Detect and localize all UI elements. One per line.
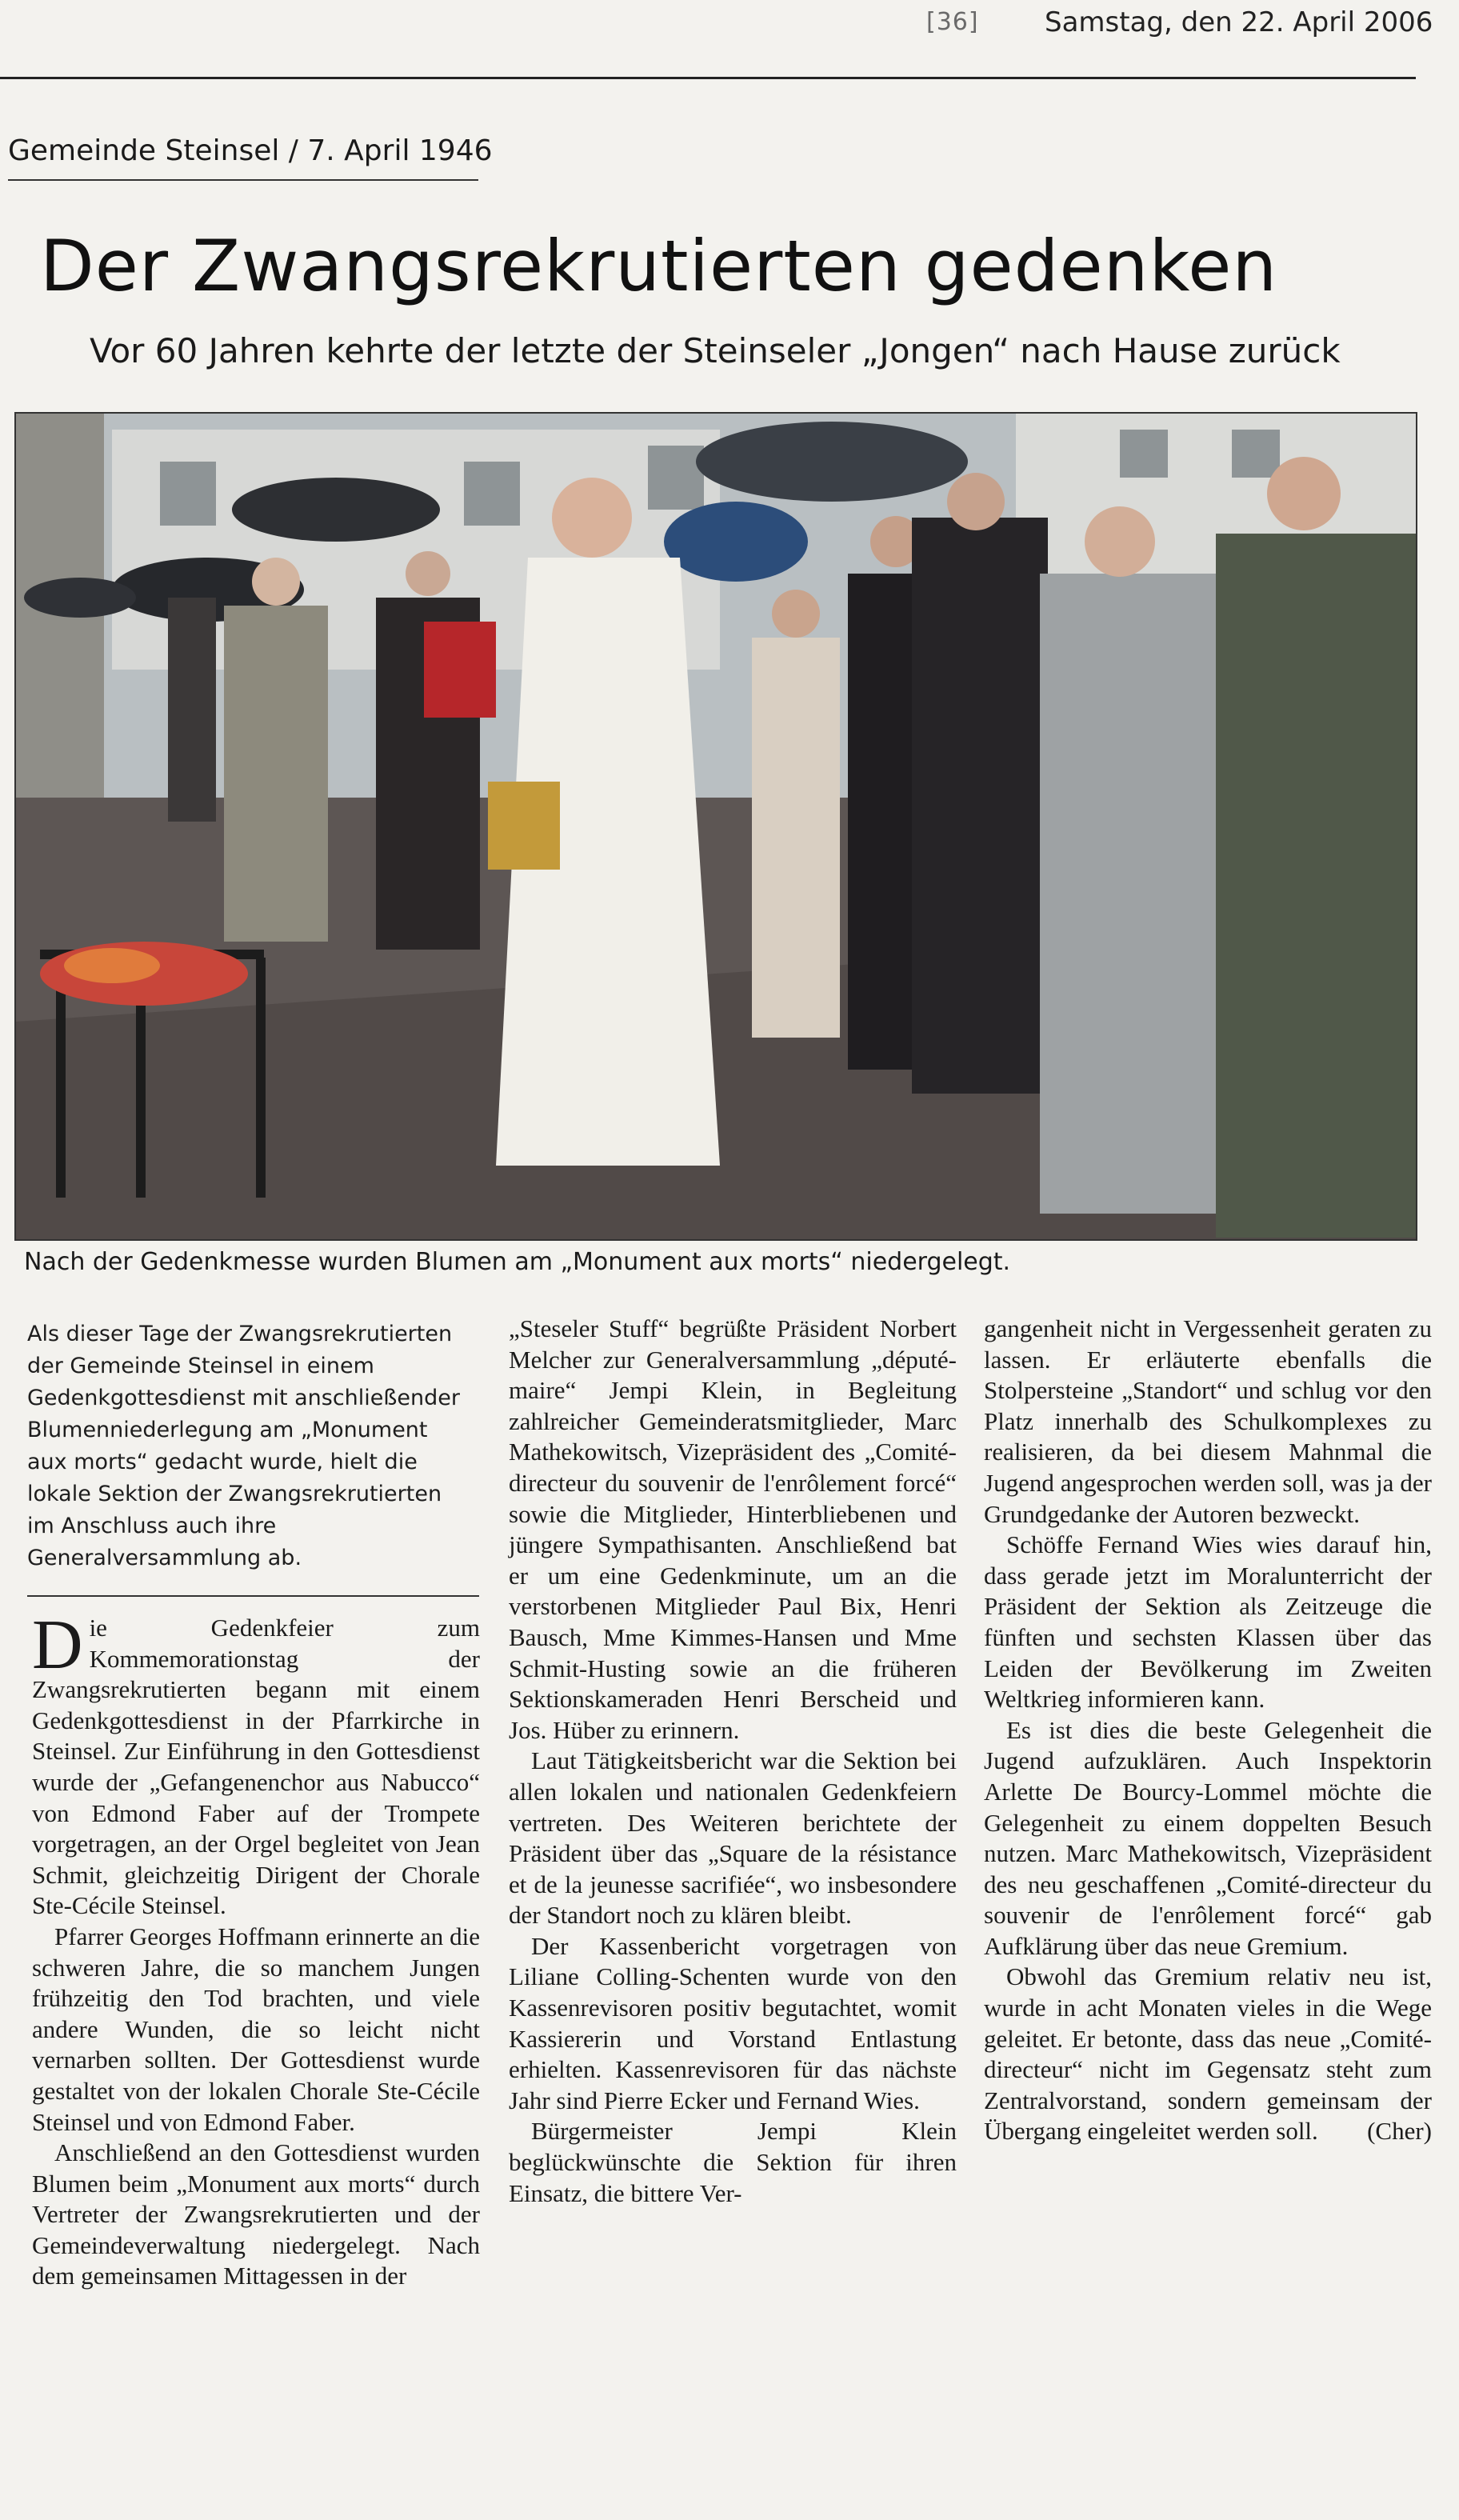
article-kicker: Gemeinde Steinsel / 7. April 1946 <box>8 134 493 167</box>
author-signature: (Cher) <box>1367 2117 1432 2146</box>
header-rule <box>0 77 1416 79</box>
kicker-rule <box>8 179 478 181</box>
body-paragraph: Die Gedenkfeier zum Kommemorationstag der Zwangsrekrutierten begann mit einem Gedenkgottesdienst in der Pfarrkirche in Steinsel. Zur Einführung in den Gottesdienst wurde der „Gefangenenchor aus Nabucco“ von Edmond Faber auf der Trompete vorgetragen, an der Orgel begleitet von Jean Schmit, gleichzeitig Dirigent der Chorale Ste-Cécile Steinsel. <box>32 1606 480 1920</box>
body-paragraph: Laut Tätigkeitsbericht war die Sektion bei allen lokalen und nationalen Gedenkfeiern vertreten. Des Weiteren berichtete der Präsident über das „Square de la résistance et de la jeunesse sacrifiée“, wo insbesondere der Standort noch zu klären bleibt. <box>509 1746 957 1930</box>
article-subhead: Vor 60 Jahren kehrte der letzte der Steinseler „Jongen“ nach Hause zurück <box>90 331 1341 370</box>
body-paragraph: „Steseler Stuff“ begrüßte Präsident Norbert Melcher zur Generalversammlung „député-maire“ Jempi Klein, in Begleitung zahlreicher Gemeinderatsmitglieder, Marc Mathekowitsch, Vizepräsident des „Comité-directeur du souvenir de l'enrôlement forcé“ sowie die Mitglieder, Hinterbliebenen und jüngere Sympathisanten. Anschließend bat er um eine Gedenkminute, um an die verstorbenen Mitglieder Paul Bix, Henri Bausch, Mme Kimmes-Hansen und Mme Schmit-Husting sowie an die früheren Sektionskameraden Henri Berscheid und Jos. Hüber zu erinnern. <box>509 1314 957 1744</box>
body-column-3 <box>984 1314 1432 2147</box>
article-lead: Als dieser Tage der Zwangsrekrutierten der Gemeinde Steinsel in einem Gedenkgottesdienst mit anschließender Blumenniederlegung am „Monument aux morts“ gedacht wurde, hielt die lokale Sektion der Zwangsrekrutierten im Anschluss auch ihre Generalversammlung ab. <box>27 1322 460 1570</box>
body-paragraph: Es ist dies die beste Gelegenheit die Jugend aufzuklären. Auch Inspektorin Arlette De Bourcy-Lommel möchte die Gelegenheit zu einem doppelten Besuch nutzen. Marc Mathekowitsch, Vizepräsident des neu geschaffenen „Comité-directeur du souvenir de l'enrôlement forcé“ gab Aufklärung über das neue Gremium. <box>984 1715 1432 1960</box>
body-paragraph: Pfarrer Georges Hoffmann erinnerte an die schweren Jahre, die so manchem Jungen frühzeitig den Tod brachten, und viele andere Wunden, die so leicht nicht vernarben sollten. Der Gottesdienst wurde gestaltet von der lokalen Chorale Ste-Cécile Steinsel und von Edmond Faber. <box>32 1922 480 2136</box>
article-photo <box>14 412 1417 1241</box>
photo-caption: Nach der Gedenkmesse wurden Blumen am „Monument aux morts“ niedergelegt. <box>24 1248 1011 1276</box>
body-paragraph: Der Kassenbericht vorgetragen von Liliane Colling-Schenten wurde von den Kassenrevisoren positiv begutachtet, womit Kassiererin und Vorstand Entlastung erhielten. Kassenrevisoren für das nächste Jahr sind Pierre Ecker und Fernand Wies. <box>509 1931 957 2114</box>
issue-date: Samstag, den 22. April 2006 <box>1045 6 1433 38</box>
body-paragraph: Obwohl das Gremium relativ neu ist, wurde in acht Monaten vieles in die Wege geleitet. Er betonte, dass das neue „Comité-directeur“ nicht im Gegensatz steht zum Zentralvorstand, sondern gemeinsam der Übergang eingeleitet werden soll. (Cher) <box>984 1962 1432 2147</box>
page-number: [36] <box>926 8 979 36</box>
body-paragraph: Bürgermeister Jempi Klein beglückwünschte die Sektion für ihren Einsatz, die bittere Ver- <box>509 2117 957 2207</box>
body-paragraph: gangenheit nicht in Vergessenheit geraten zu lassen. Er erläuterte ebenfalls die Stolpersteine „Standort“ und schlug vor den Platz innerhalb des Schulkomplexes zu realisieren, da bei diesem Mahnmal die Jugend angesprochen werden soll, was ja der Grundgedanke der Autoren bezweckt. <box>984 1314 1432 1528</box>
body-column-1 <box>32 1606 480 2292</box>
body-paragraph: Schöffe Fernand Wies wies darauf hin, dass gerade jetzt im Moralunterricht der Präsident der Sektion als Zeitzeuge die fünften und sechsten Klassen über das Leiden der Bevölkerung im Zweiten Weltkrieg informieren kann. <box>984 1530 1432 1714</box>
ceremony-photo-illustration <box>16 414 1416 1239</box>
body-paragraph: Anschließend an den Gottesdienst wurden Blumen beim „Monument aux morts“ durch Vertreter der Zwangsrekrutierten und der Gemeindeverwaltung niedergelegt. Nach dem gemeinsamen Mittagessen in der <box>32 2138 480 2290</box>
drop-cap: D <box>32 1606 83 1684</box>
body-column-2 <box>509 1314 957 2209</box>
lead-rule <box>27 1595 479 1597</box>
article-headline: Der Zwangsrekrutierten gedenken <box>40 225 1278 307</box>
